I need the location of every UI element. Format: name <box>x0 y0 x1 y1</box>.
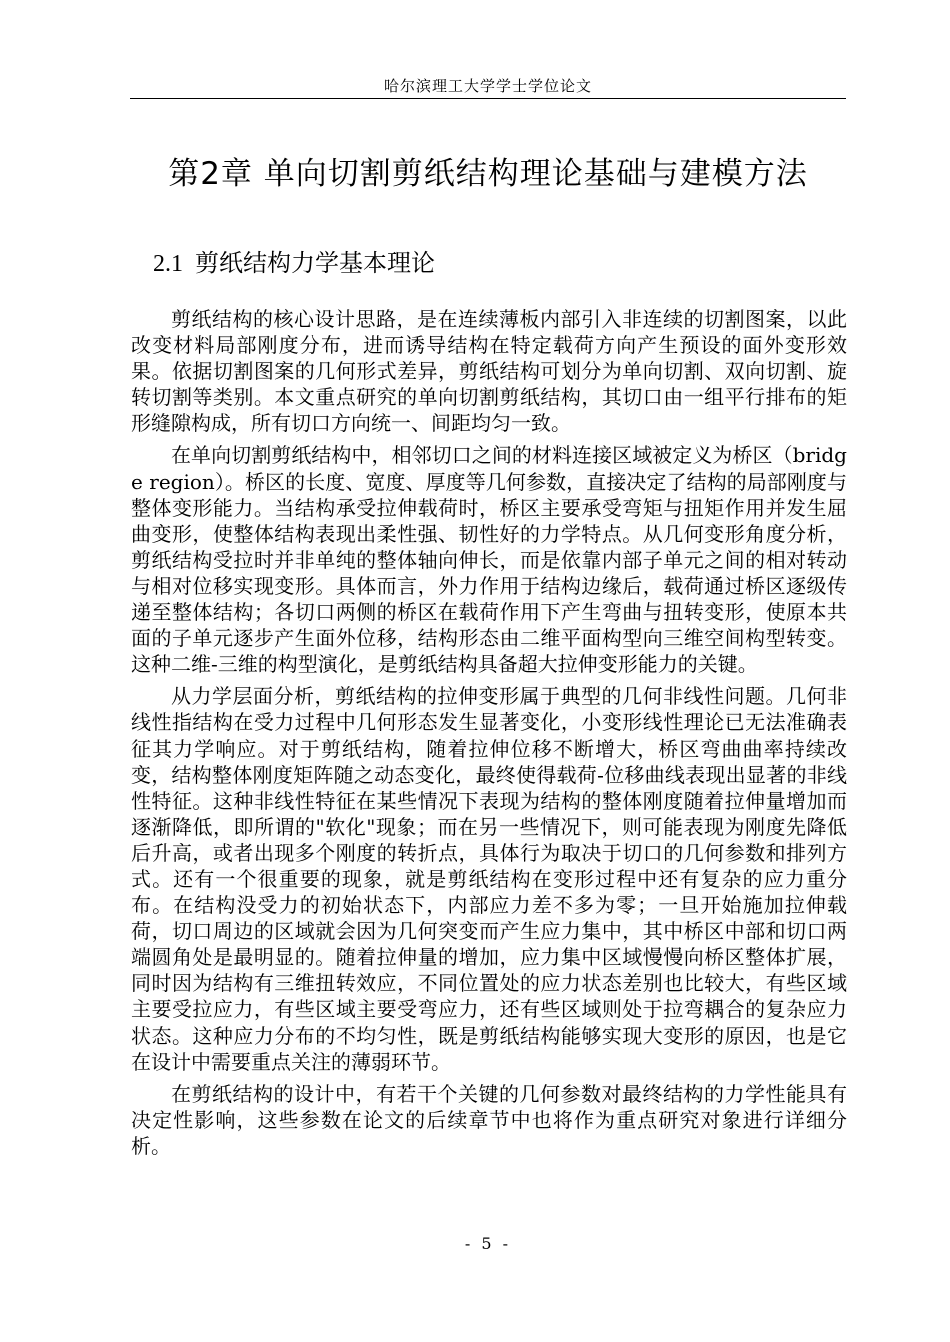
running-header: 哈尔滨理工大学学士学位论文 <box>383 77 592 95</box>
paragraph: 在单向切割剪纸结构中，相邻切口之间的材料连接区域被定义为桥区（bridge region）。桥区的长度、宽度、厚度等几何参数，直接决定了结构的局部刚度与整体变形能力。当结构承受拉伸载荷时，桥区主要承受弯矩与扭矩作用并发生屈曲变形，使整体结构表现出柔性强、韧性好的力学特点。从几何变形角度分析，剪纸结构受拉时并非单纯的整体轴向伸长，而是依靠内部子单元之间的相对转动与相对位移实现变形。具体而言，外力作用于结构边缘后，载荷通过桥区逐级传递至整体结构；各切口两侧的桥区在载荷作用下产生弯曲与扭转变形，使原本共面的子单元逐步产生面外位移，结构形态由二维平面构型向三维空间构型转变。这种二维-三维的构型演化，是剪纸结构具备超大拉伸变形能力的关键。 <box>131 443 847 677</box>
header-divider <box>130 98 846 99</box>
section-number: 2.1 <box>153 251 183 277</box>
page-number: - 5 - <box>464 1234 512 1253</box>
body-text <box>131 306 847 1165</box>
paragraph: 剪纸结构的核心设计思路，是在连续薄板内部引入非连续的切割图案，以此改变材料局部刚度分布，进而诱导结构在特定载荷方向产生预设的面外变形效果。依据切割图案的几何形式差异，剪纸结构可划分为单向切割、双向切割、旋转切割等类别。本文重点研究的单向切割剪纸结构，其切口由一组平行排布的矩形缝隙构成，所有切口方向统一、间距均匀一致。 <box>131 307 847 436</box>
chapter-title: 第2章 单向切割剪纸结构理论基础与建模方法 <box>168 156 808 192</box>
section-heading <box>153 246 435 281</box>
paragraph: 从力学层面分析，剪纸结构的拉伸变形属于典型的几何非线性问题。几何非线性指结构在受力过程中几何形态发生显著变化，小变形线性理论已无法准确表征其力学响应。对于剪纸结构，随着拉伸位移不断增大，桥区弯曲曲率持续改变，结构整体刚度矩阵随之动态变化，最终使得载荷-位移曲线表现出显著的非线性特征。这种非线性特征在某些情况下表现为结构的整体刚度随着拉伸量增加而逐渐降低，即所谓的"软化"现象；而在另一些情况下，则可能表现为刚度先降低后升高，或者出现多个刚度的转折点，具体行为取决于切口的几何参数和排列方式。还有一个很重要的现象，就是剪纸结构在变形过程中还有复杂的应力重分布。在结构没受力的初始状态下，内部应力差不多为零；一旦开始施加拉伸载荷，切口周边的区域就会因为几何突变而产生应力集中，其中桥区中部和切口两端圆角处是最明显的。随着拉伸量的增加，应力集中区域慢慢向桥区整体扩展，同时因为结构有三维扭转效应，不同位置处的应力状态差别也比较大，有些区域主要受拉应力，有些区域主要受弯应力，还有些区域则处于拉弯耦合的复杂应力状态。这种应力分布的不均匀性，既是剪纸结构能够实现大变形的原因，也是它在设计中需要重点关注的薄弱环节。 <box>131 684 847 1074</box>
section-title: 剪纸结构力学基本理论 <box>195 249 435 277</box>
paragraph: 在剪纸结构的设计中，有若干个关键的几何参数对最终结构的力学性能具有决定性影响，这些参数在论文的后续章节中也将作为重点研究对象进行详细分析。 <box>131 1081 847 1158</box>
